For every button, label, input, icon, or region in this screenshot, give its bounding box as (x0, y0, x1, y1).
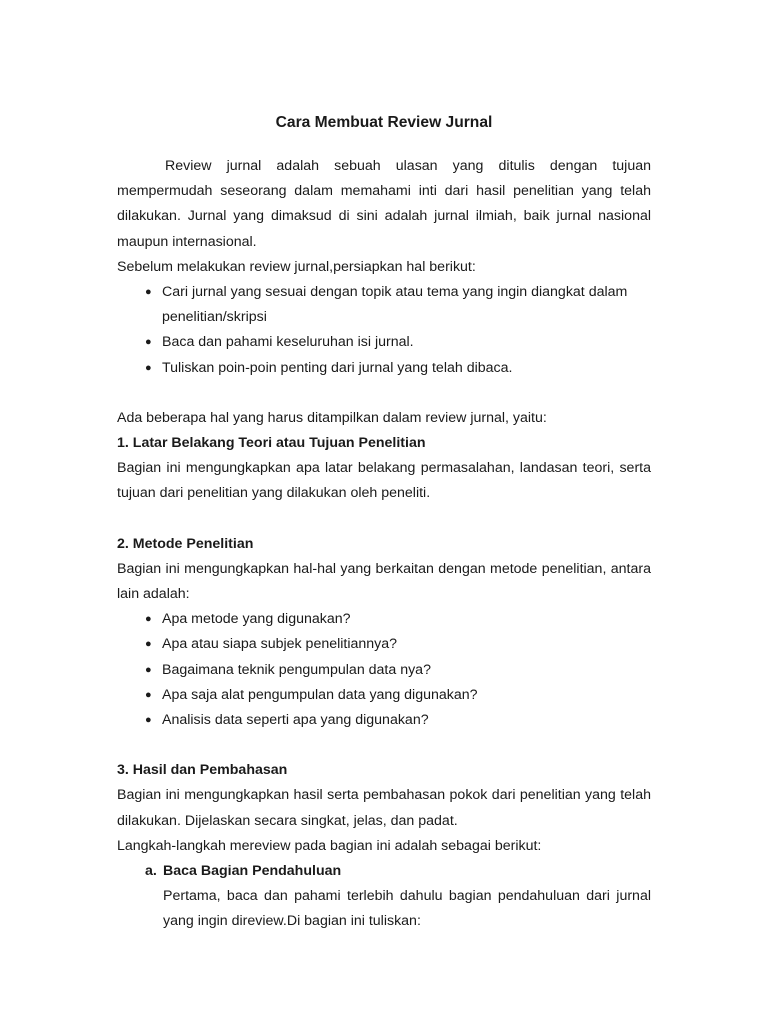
list-item: ● Bagaimana teknik pengumpulan data nya? (117, 658, 651, 683)
section-body: Bagian ini mengungkapkan apa latar belakang permasalahan, landasan teori, serta tujuan dari penelitian yang dilakukan oleh peneliti. (117, 460, 651, 502)
subsection-heading (117, 859, 651, 884)
subsection-body: Pertama, baca dan pahami terlebih dahulu bagian pendahuluan dari jurnal yang ingin direview.Di bagian ini tuliskan: (163, 888, 651, 930)
bullet-icon: ● (145, 688, 152, 701)
section-heading: 3. Hasil dan Pembahasan (117, 762, 288, 779)
bullet-icon: ● (145, 286, 152, 299)
document-body (117, 112, 651, 935)
list-item: ● Cari jurnal yang sesuai dengan topik atau tema yang ingin diangkat dalam penelitian/skripsi (117, 280, 651, 330)
bullet-icon: ● (145, 638, 152, 651)
list-item: ● Apa metode yang digunakan? (117, 607, 651, 632)
list-item: ● Apa atau siapa subjek penelitiannya? (117, 632, 651, 657)
bullet-icon: ● (145, 361, 152, 374)
list-item: ● Tuliskan poin-poin penting dari jurnal yang telah dibaca. (117, 356, 651, 381)
list-item: ● Analisis data seperti apa yang digunakan? (117, 708, 651, 733)
section-heading: 1. Latar Belakang Teori atau Tujuan Penelitian (117, 435, 426, 452)
bullet-icon: ● (145, 336, 152, 349)
bullet-icon: ● (145, 613, 152, 626)
steps-lead: Langkah-langkah mereview pada bagian ini adalah sebagai berikut: (117, 837, 542, 854)
method-list (117, 607, 651, 733)
bullet-icon: ● (145, 663, 152, 676)
bullet-icon: ● (145, 714, 152, 727)
prep-list (117, 280, 651, 381)
list-item: ● Baca dan pahami keseluruhan isi jurnal. (117, 330, 651, 355)
document-title: Cara Membuat Review Jurnal (275, 114, 493, 131)
section-body: Bagian ini mengungkapkan hal-hal yang berkaitan dengan metode penelitian, antara lain adalah: (117, 560, 651, 603)
sections-lead: Ada beberapa hal yang harus ditampilkan dalam review jurnal, yaitu: (117, 409, 547, 426)
subsection-title: Baca Bagian Pendahuluan (163, 863, 342, 880)
prep-lead: Sebelum melakukan review jurnal,persiapkan hal berikut: (117, 258, 476, 275)
subsection-letter: a. (145, 863, 157, 880)
list-item: ● Apa saja alat pengumpulan data yang digunakan? (117, 683, 651, 708)
section-body: Bagian ini mengungkapkan hasil serta pembahasan pokok dari penelitian yang telah dilakukan. Dijelaskan secara singkat, jelas, dan padat. (117, 787, 651, 829)
intro-paragraph: Review jurnal adalah sebuah ulasan yang ditulis dengan tujuan mempermudah seseorang dalam memahami inti dari hasil penelitian yang telah dilakukan. Jurnal yang dimaksud di sini adalah jurnal ilmiah, baik jurnal nasional maupun internasional. (117, 158, 651, 250)
section-heading: 2. Metode Penelitian (117, 535, 254, 552)
